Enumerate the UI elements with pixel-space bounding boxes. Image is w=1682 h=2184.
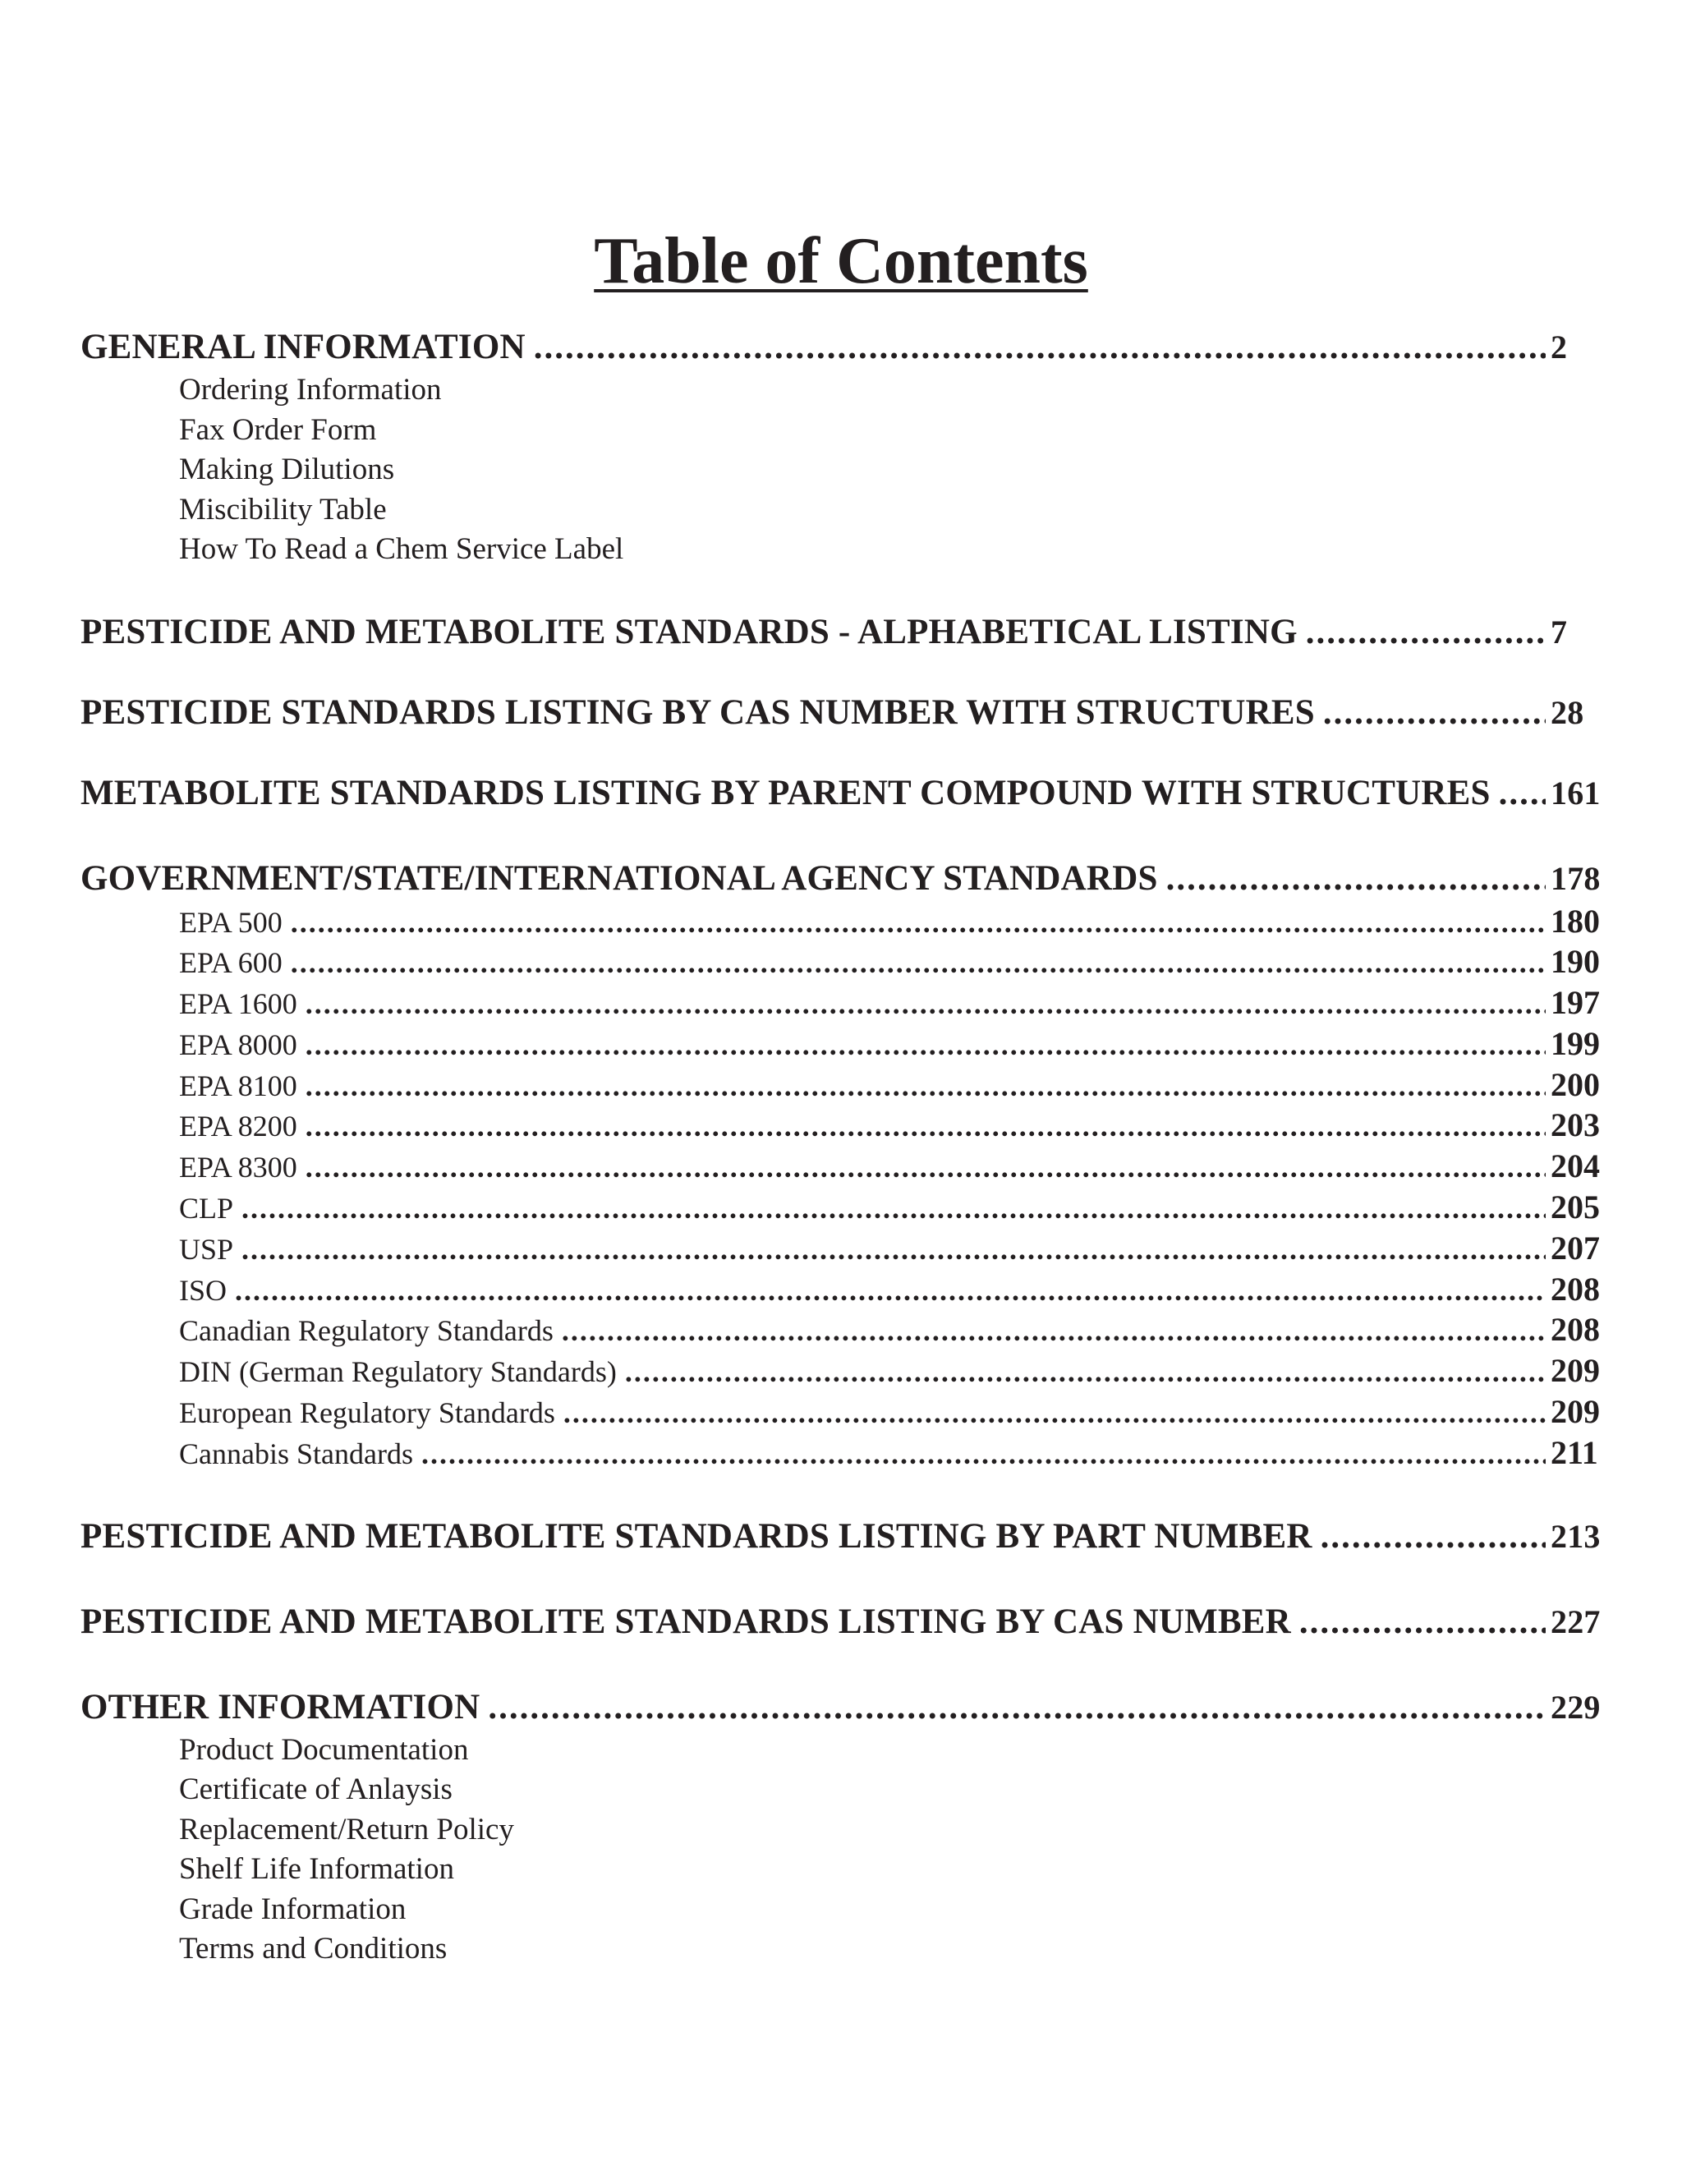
dot-leader (241, 1230, 1546, 1270)
toc-sub-label: European Regulatory Standards (179, 1396, 555, 1430)
toc-sub-row[interactable] (179, 1024, 1610, 1065)
toc-page-number: 209 (1551, 1393, 1600, 1431)
toc-section-cas-number (80, 1599, 1610, 1645)
spacer (80, 816, 1610, 856)
dot-leader (306, 1025, 1546, 1065)
toc-sub-label: EPA 500 (179, 905, 283, 939)
toc-heading: GOVERNMENT/STATE/INTERNATIONAL AGENCY STANDARDS (80, 858, 1158, 898)
toc-heading-row[interactable] (80, 324, 1610, 370)
dot-leader (534, 324, 1546, 370)
toc-page-number: 199 (1551, 1024, 1600, 1062)
toc-sub-row[interactable] (179, 902, 1610, 943)
toc-heading-row[interactable] (80, 609, 1610, 655)
toc-page-number: 2 (1551, 329, 1568, 366)
toc-sub-item[interactable]: Terms and Conditions (179, 1932, 448, 1966)
dot-leader (625, 1352, 1546, 1392)
toc-sub-row[interactable] (179, 1351, 1610, 1392)
spacer (80, 655, 1610, 690)
toc-section-cas-with-structures (80, 690, 1610, 736)
toc-section-agency-standards (80, 856, 1610, 1474)
toc-sub-item[interactable]: Certificate of Anlaysis (179, 1772, 453, 1807)
toc-sub-label: Canadian Regulatory Standards (179, 1314, 554, 1348)
toc-sub-item[interactable]: How To Read a Chem Service Label (179, 532, 624, 566)
toc-sub-item[interactable]: Ordering Information (179, 373, 442, 407)
dot-leader (1323, 690, 1546, 736)
dot-leader (241, 1189, 1546, 1229)
toc-page-number: 211 (1551, 1433, 1598, 1471)
toc-sub-item[interactable]: Miscibility Table (179, 492, 387, 526)
toc-section-part-number (80, 1514, 1610, 1560)
toc-sub-row[interactable] (179, 1433, 1610, 1474)
toc-sub-row[interactable] (179, 1270, 1610, 1311)
toc-heading: PESTICIDE STANDARDS LISTING BY CAS NUMBER WITH STRUCTURES (80, 692, 1315, 732)
toc-section-alphabetical-listing (80, 609, 1610, 655)
toc-page-number: 7 (1551, 613, 1568, 651)
dot-leader (291, 903, 1546, 943)
toc-heading-row[interactable] (80, 856, 1610, 902)
spacer (80, 736, 1610, 770)
dot-leader (1306, 609, 1546, 655)
toc-sub-label: USP (179, 1232, 234, 1266)
table-of-contents (80, 324, 1610, 1970)
toc-page-number: 203 (1551, 1106, 1600, 1144)
toc-sub-label: EPA 8300 (179, 1151, 297, 1184)
spacer (80, 1645, 1610, 1685)
toc-heading-row[interactable] (80, 690, 1610, 736)
toc-sub-row[interactable] (179, 1065, 1610, 1106)
toc-sub-label: ISO (179, 1273, 227, 1307)
toc-page-number: 208 (1551, 1311, 1600, 1349)
dot-leader (291, 943, 1546, 983)
toc-sub-label: EPA 1600 (179, 987, 297, 1021)
toc-sub-item[interactable]: Product Documentation (179, 1732, 469, 1767)
toc-sub-item[interactable]: Replacement/Return Policy (179, 1812, 514, 1846)
toc-page-number: 207 (1551, 1229, 1600, 1267)
toc-sub-label: DIN (German Regulatory Standards) (179, 1355, 617, 1389)
dot-leader (235, 1271, 1546, 1311)
toc-page-number: 190 (1551, 943, 1600, 981)
toc-heading-row[interactable] (80, 1514, 1610, 1560)
toc-sub-label: EPA 8100 (179, 1069, 297, 1102)
toc-section-general-information (80, 324, 1610, 570)
dot-leader (421, 1434, 1546, 1474)
toc-sub-row[interactable] (179, 1392, 1610, 1433)
toc-page-number: 213 (1551, 1517, 1601, 1555)
dot-leader (306, 984, 1546, 1024)
toc-sub-label: EPA 8200 (179, 1110, 297, 1143)
toc-page-number: 229 (1551, 1688, 1601, 1726)
toc-page-number: 197 (1551, 984, 1600, 1022)
toc-sub-label: Cannabis Standards (179, 1437, 413, 1470)
toc-sub-row[interactable] (179, 1106, 1610, 1147)
toc-sub-row[interactable] (179, 1188, 1610, 1229)
page-title-text: Table of Contents (594, 225, 1088, 297)
toc-heading: PESTICIDE AND METABOLITE STANDARDS LISTING BY PART NUMBER (80, 1516, 1312, 1556)
toc-page-number: 208 (1551, 1270, 1600, 1308)
toc-heading-row[interactable] (80, 1685, 1610, 1731)
toc-sub-label: CLP (179, 1192, 234, 1225)
dot-leader (306, 1147, 1546, 1188)
toc-heading: PESTICIDE AND METABOLITE STANDARDS - ALPHABETICAL LISTING (80, 612, 1298, 651)
toc-page-number: 180 (1551, 902, 1600, 940)
toc-heading-row[interactable] (80, 1599, 1610, 1645)
dot-leader (563, 1393, 1546, 1433)
toc-sub-item[interactable]: Making Dilutions (179, 453, 395, 486)
toc-sub-item[interactable]: Grade Information (179, 1892, 407, 1926)
dot-leader (562, 1311, 1546, 1351)
page-title (0, 220, 1682, 302)
toc-sub-item[interactable]: Shelf Life Information (179, 1852, 454, 1887)
toc-heading: OTHER INFORMATION (80, 1687, 480, 1727)
dot-leader (1299, 1599, 1546, 1645)
toc-sub-label: EPA 8000 (179, 1028, 297, 1061)
toc-page-number: 178 (1551, 859, 1601, 897)
toc-sub-row[interactable] (179, 1147, 1610, 1188)
toc-page-number: 204 (1551, 1147, 1600, 1185)
toc-page-number: 200 (1551, 1065, 1600, 1103)
toc-sub-list (80, 370, 1610, 570)
toc-sub-row[interactable] (179, 942, 1610, 983)
toc-page-number: 161 (1551, 774, 1601, 812)
toc-page-number: 209 (1551, 1352, 1600, 1390)
toc-page-number: 205 (1551, 1189, 1600, 1226)
toc-sub-list (80, 902, 1610, 1474)
spacer (80, 1474, 1610, 1514)
toc-page-number: 227 (1551, 1602, 1601, 1640)
toc-sub-row[interactable] (179, 1310, 1610, 1351)
dot-leader (1321, 1514, 1546, 1560)
toc-heading: GENERAL INFORMATION (80, 328, 526, 366)
toc-page-number: 28 (1551, 693, 1584, 731)
toc-section-metabolite-parent (80, 770, 1610, 816)
dot-leader (306, 1106, 1546, 1147)
toc-section-other-information (80, 1685, 1610, 1970)
dot-leader (1499, 770, 1546, 816)
spacer (80, 570, 1610, 609)
toc-heading-row[interactable] (80, 770, 1610, 816)
toc-sub-item[interactable]: Fax Order Form (179, 412, 377, 447)
toc-sub-label: EPA 600 (179, 946, 283, 980)
dot-leader (306, 1066, 1546, 1106)
toc-sub-list (80, 1731, 1610, 1970)
dot-leader (1166, 856, 1546, 902)
toc-heading: METABOLITE STANDARDS LISTING BY PARENT COMPOUND WITH STRUCTURES (80, 773, 1491, 812)
toc-heading: PESTICIDE AND METABOLITE STANDARDS LISTING BY CAS NUMBER (80, 1602, 1291, 1641)
spacer (80, 1560, 1610, 1599)
toc-sub-row[interactable] (179, 983, 1610, 1024)
dot-leader (488, 1685, 1546, 1731)
toc-sub-row[interactable] (179, 1229, 1610, 1270)
